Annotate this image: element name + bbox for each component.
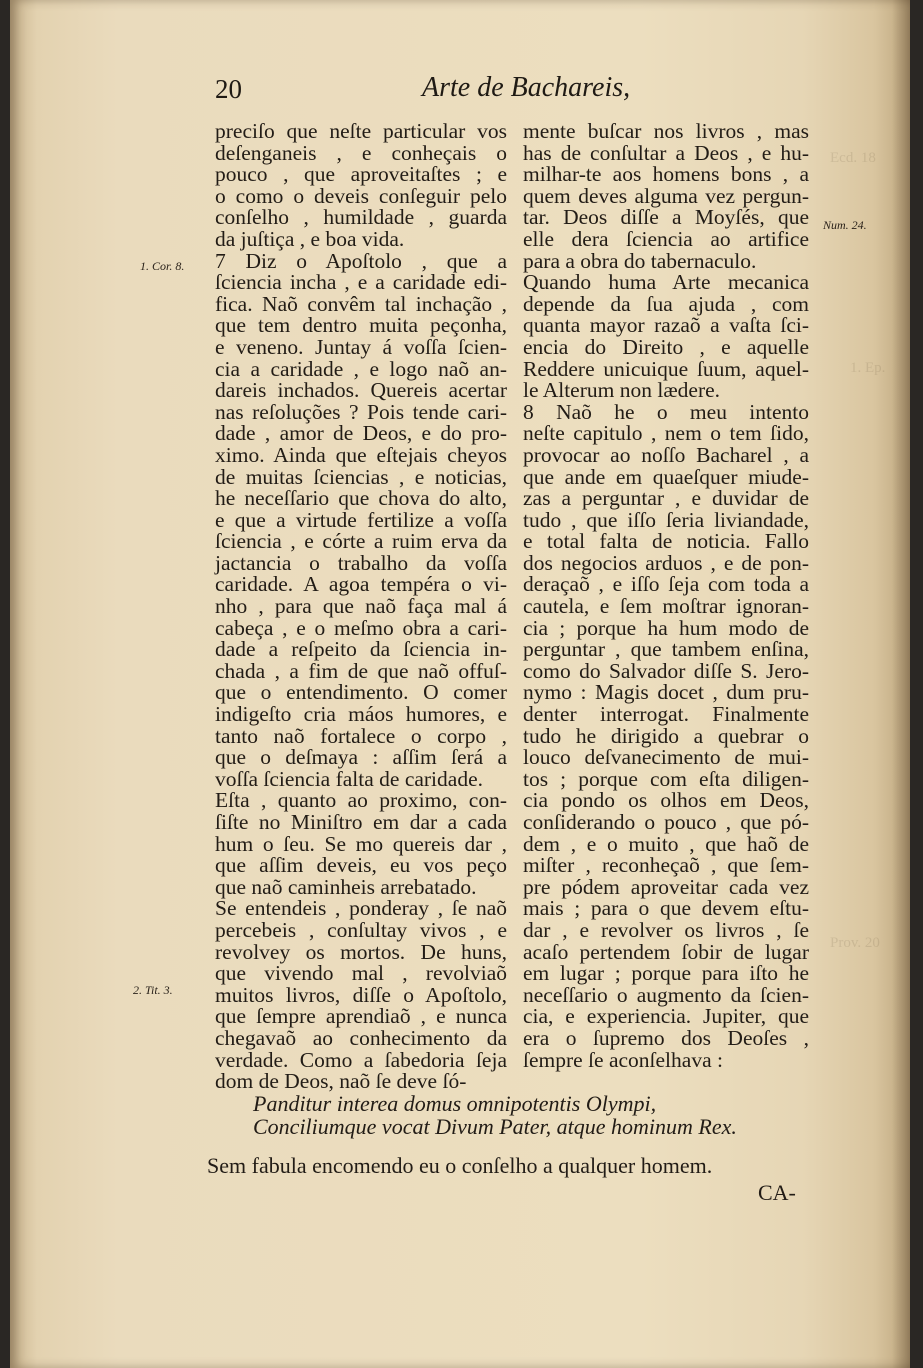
text-line: tos ; porque com eſta diligen- [523, 766, 809, 791]
verse-line-1: Panditur interea domus omnipotentis Olympi, [253, 1091, 657, 1116]
text-line: e total falta de noticia. Fallo [523, 529, 809, 554]
page-edge-shadow [892, 0, 910, 1368]
text-line: hum o ſeu. Se mo quereis dar , [215, 831, 507, 856]
text-line: ſciencia , e córte a ruim erva da [215, 529, 507, 554]
text-line: preciſo que neſte particular vos [215, 119, 507, 143]
text-line: dareis inchados. Quereis acertar [215, 378, 507, 403]
text-line: que tem dentro muita peçonha, [215, 313, 507, 338]
closing-line: Sem fabula encomendo eu o conſelho a qualquer homem. [207, 1153, 713, 1178]
text-line: como do Salvador diſſe S. Jero- [523, 658, 809, 683]
bleed-through-text: Prov. 20 [830, 935, 880, 951]
text-line: verdade. Como a ſabedoria ſeja [215, 1047, 507, 1072]
text-line: cabeça , e o meſmo obra a cari- [215, 615, 507, 640]
text-line: ſempre ſe aconſelhava : [523, 1047, 723, 1072]
text-line: dar , e revolver os livros , ſe [523, 917, 809, 942]
text-line: Eſta , quanto ao proximo, con- [215, 788, 507, 813]
margin-note-tit: 2. Tit. 3. [133, 983, 173, 997]
text-line: que vivendo mal , revolviaõ [215, 961, 507, 986]
text-line: cia, e experiencia. Jupiter, que [523, 1004, 809, 1029]
text-line: acaſo pertendem ſobir de lugar [523, 939, 809, 964]
text-line: has de conſultar a Deos , e hu- [523, 140, 809, 165]
text-line: que aſſim deveis, eu vos peço [215, 853, 507, 878]
text-line: nho , para que naõ faça mal á [215, 594, 507, 619]
margin-note-cor: 1. Cor. 8. [140, 259, 185, 273]
text-line: ximo. Ainda que eſtejais cheyos [215, 442, 507, 467]
text-line: chegavaõ ao conhecimento da [215, 1025, 507, 1050]
text-line: mais ; para o que devem eſtu- [523, 896, 809, 921]
text-line: indigeſto cria máos humores, e [215, 702, 507, 727]
text-line: dos negocios arduos , e de pon- [523, 550, 809, 575]
text-line: depende da ſua ajuda , com [523, 291, 809, 316]
bleed-through-text: 1. Ep. [850, 360, 886, 376]
text-line: cia pondo os olhos em Deos, [523, 788, 809, 813]
text-line: revolvey os mortos. De huns, [215, 939, 507, 964]
text-line: ſiſte no Miniſtro em dar a cada [215, 810, 507, 834]
text-line: fica. Naõ convêm tal inchação , [215, 291, 507, 316]
text-line: elle dera ſciencia ao artifice [523, 226, 809, 251]
text-line: Quando huma Arte mecanica [523, 270, 809, 295]
text-line: que o entendimento. O comer [215, 680, 507, 705]
text-line: dade , amor de Deos, e do pro- [215, 421, 507, 446]
book-page [10, 0, 910, 1368]
text-line: le Alterum non lædere. [523, 378, 721, 403]
bleed-through-text: Ecd. 18 [830, 150, 876, 166]
text-line: da juſtiça , e boa vida. [215, 226, 405, 251]
page-number: 20 [215, 74, 242, 104]
text-line: perguntar , que tambem enſina, [523, 637, 809, 662]
margin-note-num: Num. 24. [823, 218, 867, 232]
text-line: muitos livros, diſſe o Apoſtolo, [215, 982, 507, 1007]
verse-line-2: Conciliumque vocat Divum Pater, atque hominum Rex. [253, 1114, 737, 1139]
text-line: Se entendeis , ponderay , ſe naõ [215, 896, 507, 921]
text-line: voſſa ſciencia falta de caridade. [215, 766, 483, 791]
text-line: jactancia o trabalho da voſſa [215, 550, 507, 575]
text-line: zas a perguntar , e duvidar de [523, 486, 809, 511]
text-line: que ande em quaeſquer miude- [523, 464, 809, 489]
page-header [10, 70, 910, 114]
text-line: em lugar ; porque para iſto he [523, 961, 809, 986]
text-line: era o ſupremo dos Deoſes , [523, 1025, 809, 1050]
text-line: dom de Deos, naõ ſe deve ſó- [215, 1069, 467, 1094]
text-line: para a obra do tabernaculo. [523, 248, 757, 273]
text-line: deſenganeis , e conheçais o [215, 140, 507, 165]
text-line: nymo : Magis docet , dum pru- [523, 680, 809, 705]
text-line: neceſſario o augmento da ſcien- [523, 982, 809, 1007]
text-line: tudo he dirigido a quebrar o [523, 723, 809, 748]
text-line: que o deſmaya : aſſim ſerá a [215, 745, 507, 770]
text-line: mente buſcar nos livros , mas [523, 119, 809, 143]
text-line: deraçaõ , e iſſo ſeja com toda a [523, 572, 809, 597]
text-line: neſte capitulo , nem o tem ſido, [523, 421, 809, 446]
text-line: denter interrogat. Finalmente [523, 702, 809, 727]
text-line: cia a caridade , e logo naõ an- [215, 356, 507, 381]
right-text-column [523, 121, 809, 1071]
text-line: conſiderando o pouco , que pó- [523, 810, 809, 834]
text-line: he neceſſario que chova do alto, [215, 486, 507, 511]
text-line: o como o deveis conſeguir pelo [215, 183, 507, 208]
text-line: 8 Naõ he o meu intento [523, 399, 809, 424]
text-line: e que a virtude fertilize a voſſa [215, 507, 507, 532]
left-text-column [215, 121, 507, 1093]
text-line: tanto naõ fortalece o corpo , [215, 723, 507, 748]
text-line: chada , a fim de que naõ offuſ- [215, 658, 507, 683]
text-line: caridade. A agoa tempéra o vi- [215, 572, 507, 597]
text-line: milhar-te aos homens bons , a [523, 162, 809, 187]
text-line: louco deſvanecimento de mui- [523, 745, 809, 770]
running-title: Arte de Bachareis, [422, 72, 631, 103]
text-line: cautela, e ſem moſtrar ignoran- [523, 594, 809, 619]
text-line: provocar ao noſſo Bacharel , a [523, 442, 809, 467]
text-line: miſter , reconheçaõ , que ſem- [523, 853, 809, 878]
text-line: cia ; porque ha hum modo de [523, 615, 809, 640]
text-line: tar. Deos diſſe a Moyſés, que [523, 205, 809, 230]
text-line: tudo , que iſſo ſeria liviandade, [523, 507, 809, 532]
text-line: pre pódem aproveitar cada vez [523, 874, 809, 899]
text-line: quem deves alguma vez pergun- [523, 183, 809, 208]
text-line: dem , e o muito , que haõ de [523, 831, 809, 856]
text-line: que ſempre aprendiaõ , e nunca [215, 1004, 507, 1029]
text-line: e veneno. Juntay á voſſa ſcien- [215, 334, 507, 359]
text-line: quanta mayor razaõ a vaſta ſci- [523, 313, 809, 338]
text-line: pouco , que aproveitaſtes ; e [215, 162, 507, 187]
text-line: dade a reſpeito da ſciencia in- [215, 637, 507, 662]
text-line: encia do Direito , e aquelle [523, 334, 809, 359]
text-line: nas reſoluções ? Pois tende cari- [215, 399, 507, 424]
text-line: Reddere unicuique ſuum, aquel- [523, 356, 809, 381]
text-line: ſciencia incha , e a caridade edi- [215, 270, 507, 295]
text-line: 7 Diz o Apoſtolo , que a [215, 248, 507, 273]
text-line: conſelho , humildade , guarda [215, 205, 507, 230]
text-line: que naõ caminheis arrebatado. [215, 874, 477, 899]
text-line: de muitas ſciencias , e noticias, [215, 464, 507, 489]
catchword: CA- [758, 1180, 796, 1205]
text-line: percebeis , conſultay vivos , e [215, 917, 507, 942]
